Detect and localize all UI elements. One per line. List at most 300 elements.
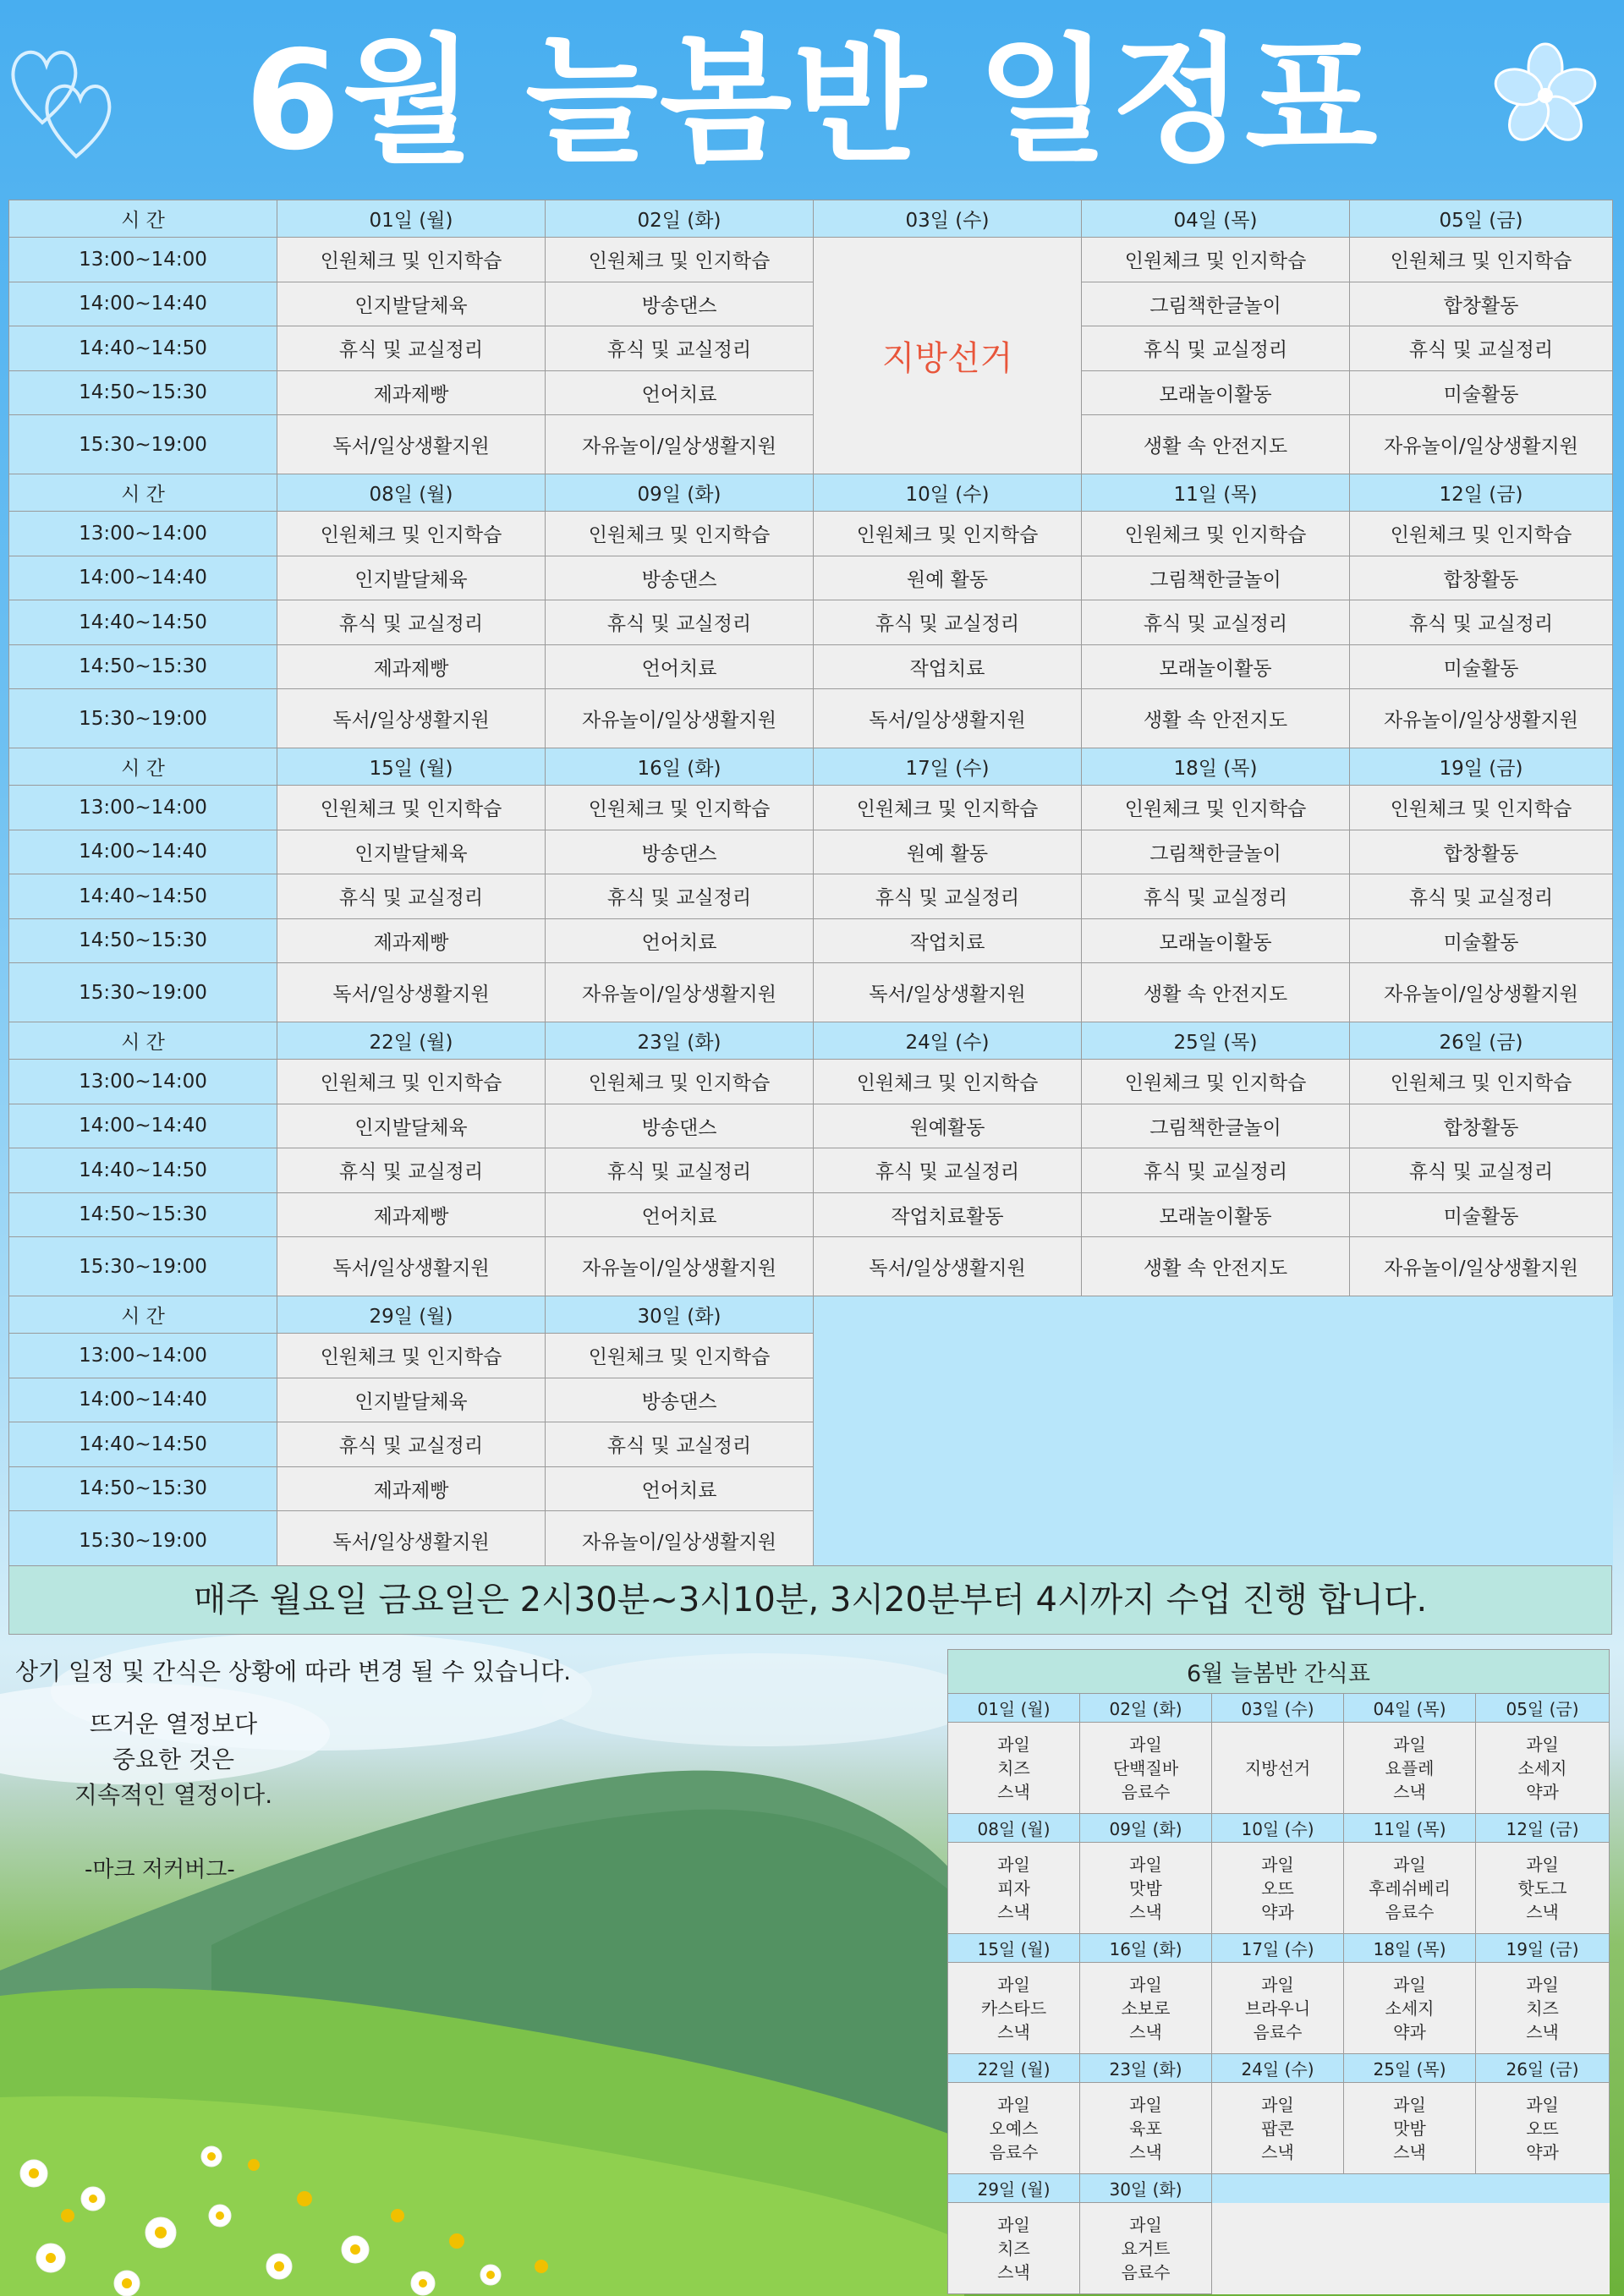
activity-cell: 인원체크 및 인지학습 [1350,786,1613,830]
snack-header-row [948,2054,1610,2083]
week-header-row [9,200,1613,238]
activity-cell: 그림책한글놀이 [1082,282,1350,326]
activity-cell: 제과제빵 [277,918,546,963]
activity-cell: 언어치료 [546,1192,814,1237]
activity-cell: 휴식 및 교실정리 [1082,1148,1350,1193]
empty-cell [814,1466,1082,1511]
snack-day-cell: 08일 (월) [948,1814,1080,1843]
snack-item: 요거트 [1121,2238,1171,2259]
activity-cell: 미술활동 [1350,918,1613,963]
activity-cell: 독서/일상생활지원 [277,415,546,474]
week-header-row [9,474,1613,512]
schedule-row [9,238,1613,282]
empty-cell [814,1378,1082,1422]
snack-day-cell: 29일 (월) [948,2174,1080,2203]
activity-cell: 휴식 및 교실정리 [814,874,1082,919]
empty-cell [1082,1466,1350,1511]
activity-cell: 자유놀이/일상생활지원 [546,963,814,1022]
snack-item: 약과 [1393,2021,1426,2042]
snack-day-cell: 09일 (화) [1080,1814,1212,1843]
activity-cell: 휴식 및 교실정리 [277,1422,546,1467]
activity-cell: 작업치료 [814,644,1082,689]
activity-cell: 합창활동 [1350,830,1613,874]
activity-cell: 휴식 및 교실정리 [814,600,1082,645]
activity-cell: 자유놀이/일상생활지원 [1350,415,1613,474]
time-header-cell: 시 간 [9,474,277,512]
activity-cell: 인원체크 및 인지학습 [814,1060,1082,1104]
time-header-cell: 시 간 [9,200,277,238]
day-header-cell: 25일 (목) [1082,1022,1350,1060]
activity-cell: 휴식 및 교실정리 [1350,1148,1613,1193]
snack-header-row [948,2174,1610,2203]
snack-item-cell [1476,1723,1610,1814]
day-header-cell: 30일 (화) [546,1296,814,1334]
quote-line: 중요한 것은 [112,1745,235,1773]
snack-item: 과일 [997,1974,1030,1995]
activity-cell: 방송댄스 [546,830,814,874]
snack-day-cell: 30일 (화) [1080,2174,1212,2203]
activity-cell: 독서/일상생활지원 [814,963,1082,1022]
empty-cell [1082,1422,1350,1467]
activity-cell: 자유놀이/일상생활지원 [1350,963,1613,1022]
snack-item-cell [1212,1843,1344,1934]
schedule-row [9,1192,1613,1237]
activity-cell: 인원체크 및 인지학습 [814,512,1082,556]
activity-cell: 그림책한글놀이 [1082,1104,1350,1148]
time-slot-cell: 14:40~14:50 [9,1148,277,1193]
snack-item: 과일 [1129,1734,1162,1755]
schedule-row [9,1104,1613,1148]
time-slot-cell: 14:40~14:50 [9,874,277,919]
snack-item: 약과 [1261,1901,1294,1922]
schedule-row [9,786,1613,830]
activity-cell: 미술활동 [1350,370,1613,415]
snack-day-cell: 24일 (수) [1212,2054,1344,2083]
activity-cell: 독서/일상생활지원 [277,689,546,748]
day-header-cell: 26일 (금) [1350,1022,1613,1060]
activity-cell: 방송댄스 [546,1378,814,1422]
time-slot-cell: 13:00~14:00 [9,512,277,556]
activity-cell: 휴식 및 교실정리 [546,1148,814,1193]
activity-cell: 독서/일상생활지원 [277,963,546,1022]
snack-item-cell [948,1963,1080,2054]
activity-cell: 인지발달체육 [277,830,546,874]
snack-item: 소세지 [1517,1757,1567,1778]
snack-item-cell [1344,1963,1476,2054]
day-header-cell: 24일 (수) [814,1022,1082,1060]
snack-item: 과일 [1261,1974,1294,1995]
snack-item: 과일 [1261,1854,1294,1875]
day-header-cell: 19일 (금) [1350,748,1613,786]
schedule-row [9,600,1613,645]
activity-cell: 인원체크 및 인지학습 [546,1334,814,1378]
snack-item: 음료수 [1121,1781,1171,1802]
activity-cell: 자유놀이/일상생활지원 [546,415,814,474]
activity-cell: 원예활동 [814,1104,1082,1148]
activity-cell: 휴식 및 교실정리 [1350,874,1613,919]
time-header-cell: 시 간 [9,1022,277,1060]
snack-item-cell [1212,1723,1344,1814]
time-slot-cell: 13:00~14:00 [9,1060,277,1104]
schedule-row [9,689,1613,748]
snack-item: 음료수 [1253,2021,1303,2042]
quote [51,1707,296,1813]
snack-item-cell [1080,1963,1212,2054]
snack-item: 카스타드 [980,1997,1047,2019]
empty-cell [1476,2203,1610,2294]
activity-cell: 언어치료 [546,918,814,963]
time-slot-cell: 13:00~14:00 [9,786,277,830]
snack-item: 요플레 [1385,1757,1435,1778]
change-notice: 상기 일정 및 간식은 상황에 따라 변경 될 수 있습니다. [15,1658,572,1685]
schedule-row [9,1378,1613,1422]
snack-item: 과일 [1393,1854,1426,1875]
snack-item: 스낵 [1261,2141,1294,2162]
activity-cell: 인원체크 및 인지학습 [1082,512,1350,556]
empty-cell [814,1296,1082,1334]
activity-cell: 원예 활동 [814,556,1082,600]
snack-item: 소세지 [1385,1997,1435,2019]
activity-cell: 휴식 및 교실정리 [546,600,814,645]
schedule-row [9,1060,1613,1104]
snack-day-cell: 11일 (목) [1344,1814,1476,1843]
snack-item-cell [1080,1843,1212,1934]
snack-item: 스낵 [1129,1901,1162,1922]
activity-cell: 인지발달체육 [277,282,546,326]
time-slot-cell: 15:30~19:00 [9,963,277,1022]
time-slot-cell: 14:50~15:30 [9,370,277,415]
schedule-row [9,1422,1613,1467]
day-header-cell: 12일 (금) [1350,474,1613,512]
snack-day-cell: 26일 (금) [1476,2054,1610,2083]
snack-item: 스낵 [1393,2141,1426,2162]
activity-cell: 휴식 및 교실정리 [277,600,546,645]
schedule-row [9,874,1613,919]
activity-cell: 모래놀이활동 [1082,370,1350,415]
snack-item: 과일 [1129,1854,1162,1875]
time-header-cell: 시 간 [9,1296,277,1334]
activity-cell: 인원체크 및 인지학습 [277,238,546,282]
snack-item-cell [1344,1723,1476,1814]
activity-cell: 인원체크 및 인지학습 [546,1060,814,1104]
day-header-cell: 18일 (목) [1082,748,1350,786]
activity-cell: 휴식 및 교실정리 [546,1422,814,1467]
activity-cell: 독서/일상생활지원 [814,689,1082,748]
activity-cell: 인원체크 및 인지학습 [1082,786,1350,830]
activity-cell: 자유놀이/일상생활지원 [546,689,814,748]
activity-cell: 언어치료 [546,1466,814,1511]
day-header-cell: 23일 (화) [546,1022,814,1060]
snack-item: 단백질바 [1112,1757,1179,1778]
snack-item: 과일 [1129,2214,1162,2235]
snack-items-row [948,1843,1610,1934]
snack-day-cell: 22일 (월) [948,2054,1080,2083]
activity-cell: 인원체크 및 인지학습 [1082,1060,1350,1104]
activity-cell: 미술활동 [1350,1192,1613,1237]
holiday-cell: 지방선거 [814,238,1082,474]
snack-day-cell: 04일 (목) [1344,1694,1476,1723]
snack-item: 음료수 [989,2141,1039,2162]
activity-cell: 자유놀이/일상생활지원 [1350,1237,1613,1296]
snack-item-cell [1344,2083,1476,2174]
snack-item-cell [1212,1963,1344,2054]
activity-cell: 모래놀이활동 [1082,1192,1350,1237]
snack-item: 과일 [1526,2094,1559,2115]
activity-cell: 인지발달체육 [277,556,546,600]
snack-header-row [948,1934,1610,1963]
activity-cell: 방송댄스 [546,1104,814,1148]
empty-cell [1212,2174,1344,2203]
schedule-row [9,918,1613,963]
day-header-cell: 01일 (월) [277,200,546,238]
snack-table [947,1649,1610,2294]
activity-cell: 휴식 및 교실정리 [546,874,814,919]
activity-cell: 휴식 및 교실정리 [277,326,546,371]
snack-items-row [948,2203,1610,2294]
snack-day-cell: 19일 (금) [1476,1934,1610,1963]
activity-cell: 독서/일상생활지원 [277,1511,546,1570]
activity-cell: 합창활동 [1350,282,1613,326]
week-header-row [9,748,1613,786]
activity-cell: 인원체크 및 인지학습 [1082,238,1350,282]
snack-item: 소보로 [1121,1997,1171,2019]
activity-cell: 방송댄스 [546,556,814,600]
activity-cell: 작업치료 [814,918,1082,963]
snack-item-cell [1080,2203,1212,2294]
empty-cell [1350,1511,1613,1570]
snack-item-cell [1212,2083,1344,2174]
day-header-cell: 02일 (화) [546,200,814,238]
snack-item: 과일 [997,1854,1030,1875]
week-header-row [9,1022,1613,1060]
time-slot-cell: 13:00~14:00 [9,1334,277,1378]
snack-item: 육포 [1129,2118,1162,2139]
time-slot-cell: 14:50~15:30 [9,918,277,963]
empty-cell [1350,1334,1613,1378]
snack-item: 과일 [1393,2094,1426,2115]
schedule-row [9,1237,1613,1296]
day-header-cell: 05일 (금) [1350,200,1613,238]
activity-cell: 인원체크 및 인지학습 [277,1334,546,1378]
activity-cell: 제과제빵 [277,370,546,415]
activity-cell: 자유놀이/일상생활지원 [546,1511,814,1570]
activity-cell: 휴식 및 교실정리 [1350,326,1613,371]
snack-item: 음료수 [1121,2261,1171,2282]
schedule-row [9,1148,1613,1193]
day-header-cell: 03일 (수) [814,200,1082,238]
schedule-row [9,282,1613,326]
empty-cell [1476,2174,1610,2203]
empty-cell [1350,1466,1613,1511]
quote-author: -마크 저커버그- [85,1857,235,1882]
activity-cell: 휴식 및 교실정리 [814,1148,1082,1193]
day-header-cell: 22일 (월) [277,1022,546,1060]
snack-item: 약과 [1526,1781,1559,1802]
snack-item: 스낵 [1526,2021,1559,2042]
activity-cell: 모래놀이활동 [1082,644,1350,689]
activity-cell: 방송댄스 [546,282,814,326]
activity-cell: 휴식 및 교실정리 [1082,600,1350,645]
empty-cell [814,1511,1082,1570]
snack-item-cell [948,1723,1080,1814]
snack-item-cell [1344,1843,1476,1934]
activity-cell: 생활 속 안전지도 [1082,689,1350,748]
snack-day-cell: 05일 (금) [1476,1694,1610,1723]
snack-item-cell [1476,2083,1610,2174]
snack-day-cell: 23일 (화) [1080,2054,1212,2083]
snack-item: 과일 [997,2094,1030,2115]
snack-item: 스낵 [1393,1781,1426,1802]
snack-day-cell: 25일 (목) [1344,2054,1476,2083]
snack-item: 피자 [997,1877,1030,1899]
time-slot-cell: 15:30~19:00 [9,689,277,748]
time-slot-cell: 14:00~14:40 [9,1378,277,1422]
snack-item: 맛밤 [1129,1877,1162,1899]
activity-cell: 인원체크 및 인지학습 [1350,512,1613,556]
snack-item: 과일 [1129,2094,1162,2115]
day-header-cell: 04일 (목) [1082,200,1350,238]
activity-cell: 인원체크 및 인지학습 [1350,1060,1613,1104]
snack-table-title: 6월 늘봄반 간식표 [948,1650,1610,1694]
activity-cell: 휴식 및 교실정리 [277,874,546,919]
snack-items-row [948,1963,1610,2054]
snack-day-cell: 10일 (수) [1212,1814,1344,1843]
snack-item-cell [1476,1843,1610,1934]
activity-cell: 제과제빵 [277,1192,546,1237]
day-header-cell: 17일 (수) [814,748,1082,786]
snack-item: 치즈 [997,1757,1030,1778]
activity-cell: 휴식 및 교실정리 [546,326,814,371]
snack-item: 스낵 [997,1901,1030,1922]
snack-item: 과일 [997,1734,1030,1755]
time-slot-cell: 15:30~19:00 [9,415,277,474]
empty-cell [814,1334,1082,1378]
snack-day-cell: 15일 (월) [948,1934,1080,1963]
activity-cell: 원예 활동 [814,830,1082,874]
snack-item: 스낵 [1129,2021,1162,2042]
activity-cell: 생활 속 안전지도 [1082,963,1350,1022]
snack-item: 과일 [1393,1974,1426,1995]
snack-item: 약과 [1526,2141,1559,2162]
quote-line: 지속적인 열정이다. [74,1781,273,1809]
day-header-cell: 29일 (월) [277,1296,546,1334]
snack-item: 스낵 [1526,1901,1559,1922]
empty-cell [1350,1378,1613,1422]
time-slot-cell: 15:30~19:00 [9,1511,277,1570]
schedule-row [9,1511,1613,1570]
snack-item: 스낵 [997,1781,1030,1802]
snack-day-cell: 17일 (수) [1212,1934,1344,1963]
snack-day-cell: 03일 (수) [1212,1694,1344,1723]
empty-cell [1344,2174,1476,2203]
snack-item: 치즈 [1526,1997,1559,2019]
schedule-row [9,830,1613,874]
snack-item: 맛밤 [1393,2118,1426,2139]
snack-item: 과일 [1526,1854,1559,1875]
snack-day-cell: 12일 (금) [1476,1814,1610,1843]
snack-item: 팝콘 [1261,2118,1294,2139]
activity-cell: 생활 속 안전지도 [1082,415,1350,474]
schedule-row [9,963,1613,1022]
snack-item-cell [1476,1963,1610,2054]
activity-cell: 독서/일상생활지원 [277,1237,546,1296]
time-slot-cell: 14:40~14:50 [9,326,277,371]
day-header-cell: 08일 (월) [277,474,546,512]
snack-item: 지방선거 [1244,1757,1311,1778]
empty-cell [1350,1296,1613,1334]
day-header-cell: 09일 (화) [546,474,814,512]
snack-item: 과일 [1129,1974,1162,1995]
activity-cell: 모래놀이활동 [1082,918,1350,963]
time-slot-cell: 14:00~14:40 [9,282,277,326]
empty-cell [1082,1511,1350,1570]
activity-cell: 휴식 및 교실정리 [1350,600,1613,645]
snack-item: 과일 [1393,1734,1426,1755]
time-slot-cell: 15:30~19:00 [9,1237,277,1296]
empty-cell [1082,1378,1350,1422]
activity-cell: 인원체크 및 인지학습 [277,786,546,830]
snack-item: 후레쉬베리 [1369,1877,1451,1899]
activity-cell: 인원체크 및 인지학습 [277,1060,546,1104]
snack-item: 스낵 [1129,2141,1162,2162]
time-slot-cell: 13:00~14:00 [9,238,277,282]
time-slot-cell: 14:00~14:40 [9,830,277,874]
snack-item-cell [1080,1723,1212,1814]
empty-cell [1350,1422,1613,1467]
snack-item: 과일 [997,2214,1030,2235]
snack-item: 핫도그 [1517,1877,1567,1899]
time-slot-cell: 14:50~15:30 [9,644,277,689]
snack-item: 오예스 [989,2118,1039,2139]
snack-item-cell [1080,2083,1212,2174]
page-title: 6월 늘봄반 일정표 [244,22,1380,181]
activity-cell: 미술활동 [1350,644,1613,689]
snack-item: 치즈 [997,2238,1030,2259]
snack-item-cell [948,2203,1080,2294]
snack-item: 음료수 [1385,1901,1435,1922]
activity-cell: 휴식 및 교실정리 [277,1148,546,1193]
snack-day-cell: 16일 (화) [1080,1934,1212,1963]
time-slot-cell: 14:50~15:30 [9,1192,277,1237]
snack-item: 스낵 [997,2021,1030,2042]
activity-cell: 인원체크 및 인지학습 [814,786,1082,830]
activity-cell: 인원체크 및 인지학습 [546,512,814,556]
time-slot-cell: 14:00~14:40 [9,1104,277,1148]
snack-day-cell: 01일 (월) [948,1694,1080,1723]
snack-item: 과일 [1526,1974,1559,1995]
activity-cell: 인원체크 및 인지학습 [1350,238,1613,282]
activity-cell: 제과제빵 [277,1466,546,1511]
snack-item: 과일 [1526,1734,1559,1755]
snack-items-row [948,2083,1610,2174]
snack-item: 스낵 [997,2261,1030,2282]
time-slot-cell: 14:50~15:30 [9,1466,277,1511]
empty-cell [814,1422,1082,1467]
activity-cell: 독서/일상생활지원 [814,1237,1082,1296]
snack-header-row [948,1814,1610,1843]
schedule-row [9,326,1613,371]
activity-cell: 합창활동 [1350,556,1613,600]
snack-items-row [948,1723,1610,1814]
schedule-row [9,512,1613,556]
weekly-notice: 매주 월요일 금요일은 2시30분~3시10분, 3시20분부터 4시까지 수업 진행 합니다. [8,1565,1612,1635]
activity-cell: 제과제빵 [277,644,546,689]
schedule-row [9,370,1613,415]
activity-cell: 언어치료 [546,370,814,415]
empty-cell [1212,2203,1344,2294]
activity-cell: 자유놀이/일상생활지원 [546,1237,814,1296]
activity-cell: 언어치료 [546,644,814,689]
